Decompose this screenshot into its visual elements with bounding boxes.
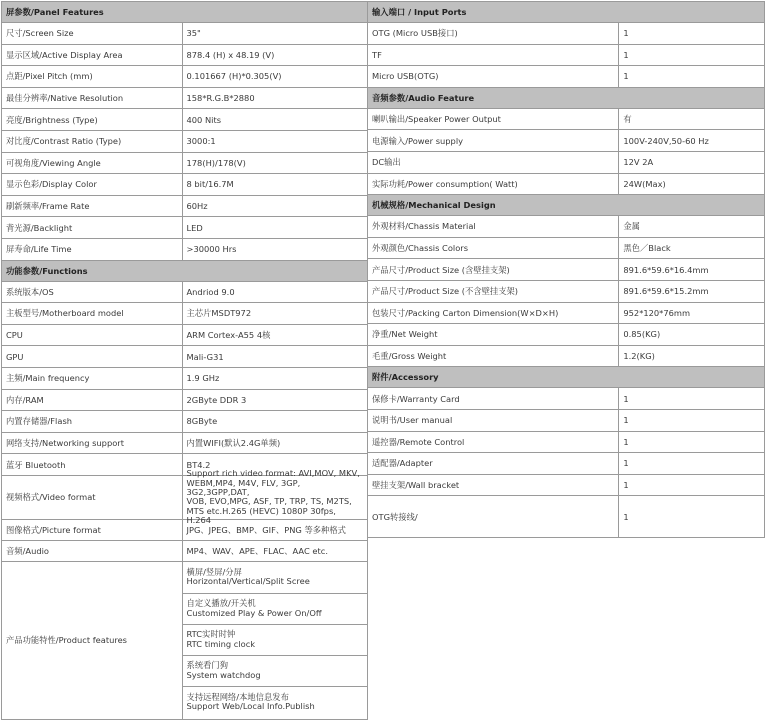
section-header-panel: 屏参数/Panel Features bbox=[2, 2, 368, 23]
table-row bbox=[2, 66, 368, 88]
row-value: BT4.2 bbox=[183, 454, 369, 475]
table-row bbox=[2, 88, 368, 110]
row-label: 适配器/Adapter bbox=[368, 453, 619, 474]
table-row bbox=[2, 346, 368, 368]
table-row bbox=[368, 23, 765, 45]
section-header-ports: 输入端口 / Input Ports bbox=[368, 2, 765, 23]
row-value: 有 bbox=[619, 109, 765, 130]
row-value: 952*120*76mm bbox=[619, 303, 765, 324]
feature-en: Horizontal/Vertical/Split Scree bbox=[186, 576, 310, 587]
row-label: 毛重/Gross Weight bbox=[368, 346, 619, 367]
row-label: 最佳分辨率/Native Resolution bbox=[2, 88, 183, 109]
picture-format-value: JPG、JPEG、BMP、GIF、PNG 等多种格式 bbox=[183, 520, 369, 540]
row-label: CPU bbox=[2, 325, 183, 346]
table-row bbox=[2, 153, 368, 175]
row-label: 背光源/Backlight bbox=[2, 217, 183, 238]
product-feature-item bbox=[183, 562, 367, 594]
row-label: 主频/Main frequency bbox=[2, 368, 183, 389]
accessory-rows bbox=[368, 388, 765, 538]
row-label: Micro USB(OTG) bbox=[368, 66, 619, 87]
row-value: 1 bbox=[619, 496, 765, 537]
table-row bbox=[2, 411, 368, 433]
row-value: 35" bbox=[183, 23, 369, 44]
section-header-functions: 功能参数/Functions bbox=[2, 261, 368, 282]
table-row bbox=[368, 66, 765, 88]
product-feature-item bbox=[183, 625, 367, 656]
feature-cn: RTC实时时钟 bbox=[186, 629, 236, 640]
row-value: 24W(Max) bbox=[619, 174, 765, 195]
video-format-line: MTS etc.H.265 (HEVC) 1080P 30fps, H.264 bbox=[186, 505, 336, 525]
table-row bbox=[368, 152, 765, 174]
row-label: 电源输入/Power supply bbox=[368, 130, 619, 151]
row-value: 891.6*59.6*15.2mm bbox=[619, 281, 765, 302]
row-label: 保修卡/Warranty Card bbox=[368, 388, 619, 409]
row-label: 内存/RAM bbox=[2, 390, 183, 411]
row-value: 891.6*59.6*16.4mm bbox=[619, 259, 765, 280]
audio-format-row bbox=[2, 541, 368, 562]
port-rows bbox=[368, 23, 765, 88]
row-label: 外观颜色/Chassis Colors bbox=[368, 238, 619, 259]
row-value: 60Hz bbox=[183, 196, 369, 217]
product-feature-item bbox=[183, 594, 367, 625]
table-row bbox=[2, 23, 368, 45]
table-row bbox=[2, 390, 368, 412]
feature-en: Customized Play & Power On/Off bbox=[186, 607, 322, 618]
feature-en: System watchdog bbox=[186, 669, 261, 680]
feature-cn: 支持远程网络/本地信息发布 bbox=[186, 691, 289, 702]
row-label: 包装尺寸/Packing Carton Dimension(W×D×H) bbox=[368, 303, 619, 324]
row-label: 点距/Pixel Pitch (mm) bbox=[2, 66, 183, 87]
feature-cn: 自定义播放/开关机 bbox=[186, 598, 256, 609]
table-row bbox=[368, 174, 765, 196]
row-value: 1 bbox=[619, 432, 765, 453]
table-row bbox=[368, 109, 765, 131]
row-label: 尺寸/Screen Size bbox=[2, 23, 183, 44]
left-spec-column bbox=[1, 1, 368, 720]
table-row bbox=[2, 433, 368, 455]
row-value: >30000 Hrs bbox=[183, 239, 369, 260]
table-row bbox=[368, 303, 765, 325]
table-row bbox=[368, 216, 765, 238]
product-feature-item bbox=[183, 687, 367, 718]
table-row bbox=[368, 346, 765, 368]
table-row bbox=[368, 238, 765, 260]
row-value: 主芯片MSDT972 bbox=[183, 303, 369, 324]
table-row bbox=[2, 368, 368, 390]
row-label: 系统版本/OS bbox=[2, 282, 183, 303]
row-value: 3000:1 bbox=[183, 131, 369, 152]
row-label: 说明书/User manual bbox=[368, 410, 619, 431]
row-value: 878.4 (H) x 48.19 (V) bbox=[183, 45, 369, 66]
row-label: DC输出 bbox=[368, 152, 619, 173]
row-value: 1 bbox=[619, 66, 765, 87]
row-value: 158*R.G.B*2880 bbox=[183, 88, 369, 109]
row-value: 0.85(KG) bbox=[619, 324, 765, 345]
panel-rows bbox=[2, 23, 368, 261]
table-row bbox=[2, 131, 368, 153]
row-label: 壁挂支架/Wall bracket bbox=[368, 475, 619, 496]
table-row bbox=[2, 282, 368, 304]
row-value: 8GByte bbox=[183, 411, 369, 432]
row-value: 100V-240V,50-60 Hz bbox=[619, 130, 765, 151]
table-row bbox=[368, 45, 765, 67]
row-value: 内置WIFI(默认2.4G单频) bbox=[183, 433, 369, 454]
table-row bbox=[368, 324, 765, 346]
table-row bbox=[368, 281, 765, 303]
product-feature-item bbox=[183, 656, 367, 687]
section-header-audio: 音频参数/Audio Feature bbox=[368, 88, 765, 109]
table-row bbox=[2, 174, 368, 196]
table-row bbox=[368, 432, 765, 454]
table-row bbox=[2, 239, 368, 261]
row-label: TF bbox=[368, 45, 619, 66]
row-value: 2GByte DDR 3 bbox=[183, 390, 369, 411]
row-label: 对比度/Contrast Ratio (Type) bbox=[2, 131, 183, 152]
row-label: 主板型号/Motherboard model bbox=[2, 303, 183, 324]
row-value: 1 bbox=[619, 475, 765, 496]
row-value: Mali-G31 bbox=[183, 346, 369, 367]
row-value: 0.101667 (H)*0.305(V) bbox=[183, 66, 369, 87]
row-label: 产品尺寸/Product Size (含壁挂支架) bbox=[368, 259, 619, 280]
row-value: 1 bbox=[619, 45, 765, 66]
row-label: 外观材料/Chassis Material bbox=[368, 216, 619, 237]
row-value: ARM Cortex-A55 4核 bbox=[183, 325, 369, 346]
row-value: 8 bit/16.7M bbox=[183, 174, 369, 195]
row-label: 网络支持/Networking support bbox=[2, 433, 183, 454]
table-row bbox=[368, 475, 765, 497]
row-value: 1.2(KG) bbox=[619, 346, 765, 367]
video-format-line: VOB, EVO,MPG, ASF, TP, TRP, TS, M2TS, bbox=[186, 496, 352, 507]
audio-format-value: MP4、WAV、APE、FLAC、AAC etc. bbox=[183, 541, 369, 561]
product-features-list bbox=[183, 562, 368, 719]
row-value: 1 bbox=[619, 410, 765, 431]
row-label: GPU bbox=[2, 346, 183, 367]
row-value: 400 Nits bbox=[183, 109, 369, 130]
table-row bbox=[368, 410, 765, 432]
video-format-value bbox=[183, 468, 369, 525]
product-features-label: 产品功能特性/Product features bbox=[2, 562, 183, 719]
row-value: 黑色／Black bbox=[619, 238, 765, 259]
right-spec-column bbox=[367, 1, 765, 538]
table-row bbox=[2, 217, 368, 239]
picture-format-label: 图像格式/Picture format bbox=[2, 520, 183, 540]
row-label: 显示色彩/Display Color bbox=[2, 174, 183, 195]
table-row bbox=[368, 259, 765, 281]
video-format-row bbox=[2, 468, 368, 525]
table-row bbox=[2, 196, 368, 218]
table-row bbox=[368, 130, 765, 152]
row-value: 1 bbox=[619, 388, 765, 409]
table-row bbox=[368, 388, 765, 410]
feature-cn: 系统看门狗 bbox=[186, 660, 229, 671]
row-label: OTG转接线/ bbox=[368, 496, 619, 537]
table-row bbox=[2, 109, 368, 131]
table-row bbox=[2, 325, 368, 347]
table-row bbox=[2, 303, 368, 325]
row-value: LED bbox=[183, 217, 369, 238]
row-label: 屏寿命/Life Time bbox=[2, 239, 183, 260]
row-label: 喇叭输出/Speaker Power Output bbox=[368, 109, 619, 130]
mechanical-rows bbox=[368, 216, 765, 367]
row-label: 实际功耗/Power consumption( Watt) bbox=[368, 174, 619, 195]
feature-en: Support Web/Local Info.Publish bbox=[186, 701, 315, 712]
table-row bbox=[368, 453, 765, 475]
row-label: 遥控器/Remote Control bbox=[368, 432, 619, 453]
row-label: 内置存储器/Flash bbox=[2, 411, 183, 432]
row-value: 1.9 GHz bbox=[183, 368, 369, 389]
row-label: 产品尺寸/Product Size (不含壁挂支架) bbox=[368, 281, 619, 302]
row-value: 1 bbox=[619, 23, 765, 44]
table-row bbox=[368, 496, 765, 538]
row-label: OTG (Micro USB接口) bbox=[368, 23, 619, 44]
row-value: 金属 bbox=[619, 216, 765, 237]
table-row bbox=[2, 45, 368, 67]
section-header-accessory: 附件/Accessory bbox=[368, 367, 765, 388]
row-label: 净重/Net Weight bbox=[368, 324, 619, 345]
row-value: 12V 2A bbox=[619, 152, 765, 173]
function-rows bbox=[2, 282, 368, 479]
feature-cn: 横屏/竖屏/分屏 bbox=[186, 566, 242, 577]
picture-format-row bbox=[2, 520, 368, 541]
product-features-row bbox=[2, 562, 368, 720]
row-value: 178(H)/178(V) bbox=[183, 153, 369, 174]
row-label: 显示区域/Active Display Area bbox=[2, 45, 183, 66]
row-label: 可视角度/Viewing Angle bbox=[2, 153, 183, 174]
audio-rows bbox=[368, 109, 765, 195]
feature-en: RTC timing clock bbox=[186, 638, 256, 649]
video-format-label: 视频格式/Video format bbox=[2, 476, 183, 519]
audio-format-label: 音频/Audio bbox=[2, 541, 183, 561]
section-header-mechanical: 机械规格/Mechanical Design bbox=[368, 195, 765, 216]
row-value: Andriod 9.0 bbox=[183, 282, 369, 303]
row-value: 1 bbox=[619, 453, 765, 474]
video-format-line: Support rich video format: AVI,MOV, MKV, bbox=[186, 468, 360, 479]
row-label: 蓝牙 Bluetooth bbox=[2, 454, 183, 475]
row-label: 亮度/Brightness (Type) bbox=[2, 109, 183, 130]
row-label: 刷新频率/Frame Rate bbox=[2, 196, 183, 217]
video-format-line: WEBM,MP4, M4V, FLV, 3GP, 3G2,3GPP,DAT, bbox=[186, 477, 301, 498]
